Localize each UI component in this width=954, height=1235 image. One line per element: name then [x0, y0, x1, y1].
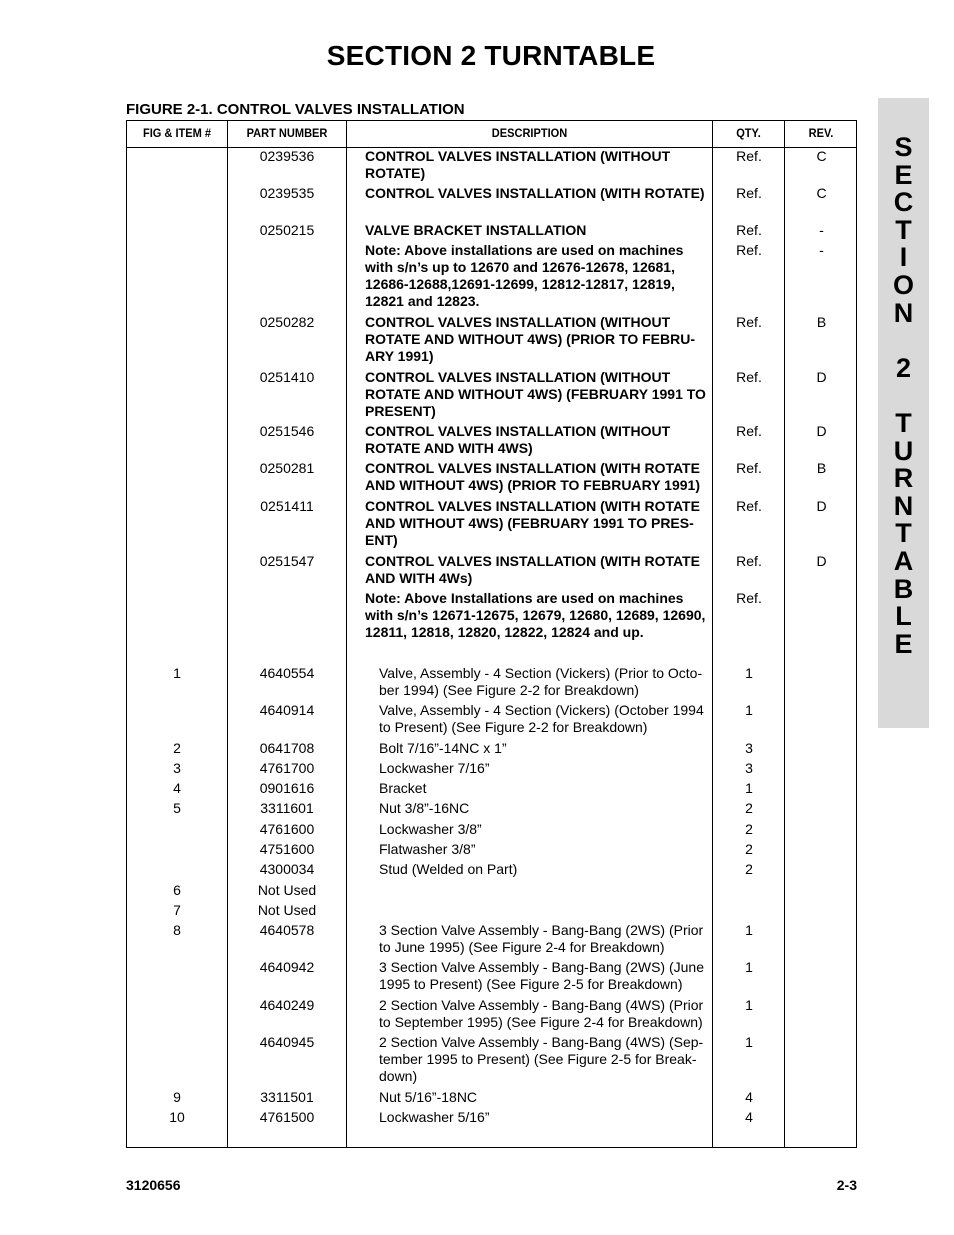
header-qty: QTY.: [736, 126, 761, 140]
side-tab-letter: O: [892, 269, 914, 300]
part-number-cell: 0641708: [259, 740, 315, 756]
qty-cell: Ref.: [736, 590, 762, 606]
header-part-number: PART NUMBER: [246, 126, 328, 140]
rev-cell: B: [816, 460, 827, 476]
side-tab-letter: N: [893, 490, 914, 521]
table-row: [127, 760, 856, 777]
table-row: [127, 821, 856, 838]
table-row: [127, 498, 856, 549]
side-tab-letter: E: [894, 159, 913, 190]
table-row: [127, 222, 856, 239]
description-cell: Bolt 7/16”-14NC x 1”: [379, 740, 507, 756]
page-number: 2-3: [836, 1177, 857, 1193]
rev-cell: D: [816, 369, 827, 385]
qty-cell: 1: [745, 959, 753, 975]
description-cell: Stud (Welded on Part): [379, 861, 518, 877]
section-side-tab: [878, 98, 929, 728]
fig-item-cell: 2: [173, 740, 181, 756]
fig-item-cell: 5: [173, 800, 181, 816]
description-cell: Flatwasher 3/8”: [379, 841, 476, 857]
table-row: [127, 1089, 856, 1106]
rev-cell: D: [816, 498, 827, 514]
part-number-cell: 4640554: [259, 665, 315, 681]
description-cell: Lockwasher 7/16”: [379, 760, 490, 776]
part-number-cell: 4751600: [259, 841, 315, 857]
qty-cell: Ref.: [736, 242, 762, 258]
side-tab-letter: B: [893, 573, 914, 604]
rev-cell: D: [816, 553, 827, 569]
table-row: [127, 922, 856, 956]
description-cell: CONTROL VALVES INSTALLATION (WITH ROTATE AND WITHOUT 4WS) (FEBRUARY 1991 TO PRES-ENT): [365, 498, 700, 548]
side-tab-letter: E: [894, 628, 913, 659]
part-number-cell: 4761500: [259, 1109, 315, 1125]
part-number-cell: 4640914: [259, 702, 315, 718]
part-number-cell: 3311601: [260, 800, 314, 816]
qty-cell: 2: [745, 821, 753, 837]
table-row: [127, 959, 856, 993]
part-number-cell: 0250281: [259, 460, 315, 476]
description-cell: Lockwasher 5/16”: [379, 1109, 490, 1125]
table-row: [127, 590, 856, 641]
rev-cell: -: [819, 242, 824, 258]
table-row: [127, 780, 856, 797]
table-row: [127, 665, 856, 699]
table-header: [127, 121, 856, 148]
part-number-cell: 0239535: [259, 185, 315, 201]
part-number-cell: Not Used: [257, 882, 317, 898]
side-tab-letter: S: [894, 132, 913, 162]
description-cell: Note: Above installations are used on machines with s/n’s up to 12670 and 12676-12678, 12681, 12686-12688,12691-12699, 12812-12817, 12819, 12821 and 12823.: [365, 242, 684, 309]
part-number-cell: 4761600: [259, 821, 315, 837]
qty-cell: Ref.: [736, 498, 762, 514]
side-tab-letter: [878, 327, 929, 355]
side-tab-letter: T: [895, 518, 912, 549]
description-cell: CONTROL VALVES INSTALLATION (WITH ROTATE AND WITHOUT 4WS) (PRIOR TO FEBRUARY 1991): [365, 460, 700, 493]
side-tab-letter: N: [893, 297, 914, 328]
description-cell: Note: Above Installations are used on machines with s/n’s 12671-12675, 12679, 12680, 12689, 12690, 12811, 12818, 12820, 12822, 12824 and up.: [365, 590, 706, 640]
qty-cell: Ref.: [736, 460, 762, 476]
part-number-cell: 0250215: [259, 222, 315, 238]
rev-cell: B: [816, 314, 827, 330]
description-cell: 2 Section Valve Assembly - Bang-Bang (4WS) (Sep-tember 1995 to Present) (See Figure 2-5 for Break-down): [379, 1034, 704, 1084]
part-number-cell: 0901616: [259, 780, 315, 796]
table-row: [127, 800, 856, 817]
rev-cell: C: [816, 148, 827, 164]
description-cell: 3 Section Valve Assembly - Bang-Bang (2WS) (June 1995 to Present) (See Figure 2-5 for Breakdown): [379, 959, 705, 992]
fig-item-cell: 9: [173, 1089, 181, 1105]
description-cell: CONTROL VALVES INSTALLATION (WITHOUT ROTATE): [365, 148, 671, 181]
table-row: [127, 1034, 856, 1085]
side-tab-letter: T: [895, 407, 912, 438]
description-cell: VALVE BRACKET INSTALLATION: [365, 222, 587, 238]
table-row: [127, 902, 856, 919]
part-number-cell: 0251410: [259, 369, 315, 385]
document-number: 3120656: [126, 1177, 181, 1193]
fig-item-cell: 1: [173, 665, 181, 681]
side-tab-letter: U: [893, 435, 914, 466]
table-row: [127, 185, 856, 219]
description-cell: CONTROL VALVES INSTALLATION (WITH ROTATE AND WITH 4Ws): [365, 553, 700, 586]
qty-cell: 1: [745, 1034, 753, 1050]
qty-cell: 2: [745, 841, 753, 857]
qty-cell: Ref.: [736, 314, 762, 330]
description-cell: Valve, Assembly - 4 Section (Vickers) (Prior to Octo-ber 1994) (See Figure 2-2 for Breakdown): [379, 665, 703, 698]
description-cell: Bracket: [379, 780, 427, 796]
rev-cell: -: [819, 222, 824, 238]
part-number-cell: 0251546: [259, 423, 315, 439]
description-cell: Nut 5/16”-18NC: [379, 1089, 478, 1105]
part-number-cell: 0251547: [259, 553, 315, 569]
qty-cell: 1: [745, 702, 753, 718]
part-number-cell: 0251411: [260, 498, 314, 514]
fig-item-cell: 10: [169, 1109, 185, 1125]
rev-cell: C: [816, 185, 827, 201]
rev-cell: D: [816, 423, 827, 439]
table-row: [127, 882, 856, 899]
qty-cell: Ref.: [736, 185, 762, 201]
part-number-cell: 0250282: [259, 314, 315, 330]
side-tab-letter: T: [895, 214, 912, 245]
qty-cell: 4: [745, 1089, 753, 1105]
side-tab-letter: L: [895, 601, 912, 632]
header-rev: REV.: [808, 126, 834, 140]
description-cell: 2 Section Valve Assembly - Bang-Bang (4WS) (Prior to September 1995) (See Figure 2-4 for Breakdown): [379, 997, 704, 1030]
qty-cell: 2: [745, 800, 753, 816]
fig-item-cell: 4: [173, 780, 181, 796]
description-cell: Lockwasher 3/8”: [379, 821, 482, 837]
part-number-cell: Not Used: [257, 902, 317, 918]
qty-cell: 1: [745, 997, 753, 1013]
side-tab-letter: C: [893, 187, 914, 218]
table-row: [127, 997, 856, 1031]
description-cell: CONTROL VALVES INSTALLATION (WITHOUT ROTATE AND WITHOUT 4WS) (PRIOR TO FEBRU-ARY 1991): [365, 314, 696, 364]
qty-cell: 1: [745, 665, 753, 681]
side-tab-text: [878, 134, 929, 658]
part-number-cell: 0239536: [259, 148, 315, 164]
table-row: [127, 861, 856, 878]
description-cell: CONTROL VALVES INSTALLATION (WITHOUT ROTATE AND WITHOUT 4WS) (FEBRUARY 1991 TO PRESENT): [365, 369, 706, 419]
fig-item-cell: 6: [173, 882, 181, 898]
table-row: [127, 369, 856, 420]
side-tab-letter: I: [899, 242, 908, 273]
description-cell: 3 Section Valve Assembly - Bang-Bang (2WS) (Prior to June 1995) (See Figure 2-4 for Breakdown): [379, 922, 704, 955]
table-row: [127, 460, 856, 494]
header-description: DESCRIPTION: [491, 126, 568, 140]
description-cell: CONTROL VALVES INSTALLATION (WITH ROTATE): [365, 185, 705, 201]
qty-cell: Ref.: [736, 423, 762, 439]
table-row: [127, 553, 856, 587]
table-row: [127, 148, 856, 182]
side-tab-letter: 2: [895, 352, 912, 383]
qty-cell: Ref.: [736, 222, 762, 238]
fig-item-cell: 8: [173, 922, 181, 938]
table-row: [127, 242, 856, 310]
part-number-cell: 4640942: [259, 959, 315, 975]
header-fig-item: FIG & ITEM #: [142, 126, 212, 140]
table-row: [127, 314, 856, 365]
fig-item-cell: 7: [173, 902, 181, 918]
qty-cell: 2: [745, 861, 753, 877]
section-title: SECTION 2 TURNTABLE: [326, 40, 656, 71]
description-cell: Nut 3/8”-16NC: [379, 800, 470, 816]
side-tab-letter: [878, 382, 929, 410]
part-number-cell: 4640945: [259, 1034, 315, 1050]
qty-cell: 1: [745, 922, 753, 938]
description-cell: Valve, Assembly - 4 Section (Vickers) (October 1994 to Present) (See Figure 2-2 for Breakdown): [379, 702, 704, 735]
qty-cell: Ref.: [736, 369, 762, 385]
qty-cell: 4: [745, 1109, 753, 1125]
part-number-cell: 4640249: [259, 997, 315, 1013]
parts-table: [126, 120, 857, 1148]
part-number-cell: 4761700: [259, 760, 315, 776]
table-row: [127, 1109, 856, 1126]
table-row: [127, 702, 856, 736]
side-tab-letter: R: [893, 463, 914, 494]
qty-cell: 3: [745, 740, 753, 756]
qty-cell: 1: [745, 780, 753, 796]
side-tab-letter: A: [893, 545, 914, 576]
description-cell: CONTROL VALVES INSTALLATION (WITHOUT ROTATE AND WITH 4WS): [365, 423, 671, 456]
part-number-cell: 4640578: [259, 922, 315, 938]
table-row: [127, 841, 856, 858]
part-number-cell: 3311501: [260, 1089, 314, 1105]
table-row: [127, 423, 856, 457]
table-row: [127, 740, 856, 757]
fig-item-cell: 3: [173, 760, 181, 776]
part-number-cell: 4300034: [259, 861, 315, 877]
qty-cell: Ref.: [736, 148, 762, 164]
figure-caption: FIGURE 2-1. CONTROL VALVES INSTALLATION: [126, 101, 465, 118]
qty-cell: Ref.: [736, 553, 762, 569]
qty-cell: 3: [745, 760, 753, 776]
